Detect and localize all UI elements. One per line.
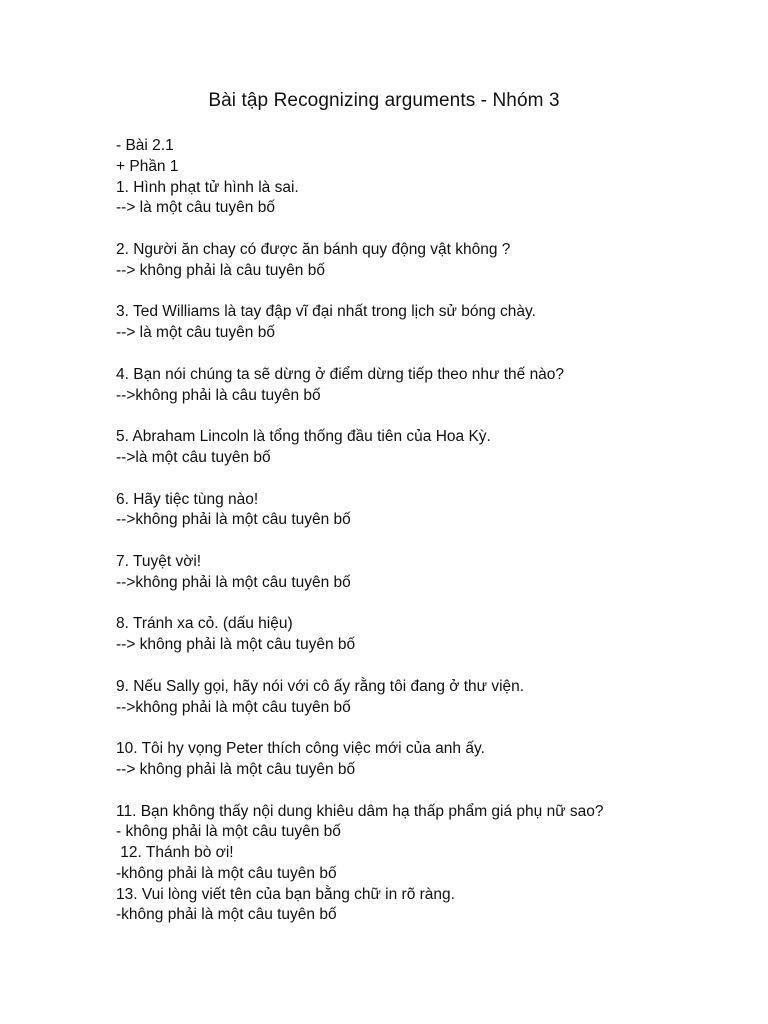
blank-line [116, 406, 736, 427]
question-11: 11. Bạn không thấy nội dung khiêu dâm hạ thấp phẩm giá phụ nữ sao? [116, 802, 604, 820]
answer-1: --> là một câu tuyên bố [116, 199, 275, 217]
blank-line [116, 718, 736, 739]
blank-line [116, 469, 736, 490]
answer-11: - không phải là một câu tuyên bố [116, 823, 341, 841]
question-2: 2. Người ăn chay có được ăn bánh quy động vật không ? [116, 240, 511, 258]
blank-line [116, 594, 736, 615]
question-8: 8. Tránh xa cỏ. (dấu hiệu) [116, 615, 293, 633]
question-12: 12. Thánh bò ơi! [116, 844, 234, 862]
question-6: 6. Hãy tiệc tùng nào! [116, 490, 259, 508]
answer-3: --> là một câu tuyên bố [116, 324, 275, 342]
question-10: 10. Tôi hy vọng Peter thích công việc mới của anh ấy. [116, 740, 485, 758]
question-7: 7. Tuyệt vời! [116, 552, 202, 570]
answer-7: -->không phải là một câu tuyên bố [116, 573, 351, 591]
question-4: 4. Bạn nói chúng ta sẽ dừng ở điểm dừng tiếp theo như thế nào? [116, 365, 565, 383]
answer-9: -->không phải là một câu tuyên bố [116, 698, 351, 716]
question-13: 13. Vui lòng viết tên của bạn bằng chữ in rõ ràng. [116, 885, 455, 903]
blank-line [116, 219, 736, 240]
answer-6: -->không phải là một câu tuyên bố [116, 511, 351, 529]
answer-12: -không phải là một câu tuyên bố [116, 864, 337, 882]
answer-10: --> không phải là một câu tuyên bố [116, 760, 356, 778]
blank-line [116, 344, 736, 365]
answer-13: -không phải là một câu tuyên bố [116, 906, 337, 924]
part-heading: + Phần 1 [116, 157, 179, 175]
question-3: 3. Ted Williams là tay đập vĩ đại nhất trong lịch sử bóng chày. [116, 303, 536, 321]
blank-line [116, 282, 736, 303]
question-9: 9. Nếu Sally gọi, hãy nói với cô ấy rằng tôi đang ở thư viện. [116, 677, 525, 695]
answer-8: --> không phải là một câu tuyên bố [116, 636, 356, 654]
blank-line [116, 656, 736, 677]
blank-line [116, 531, 736, 552]
question-5: 5. Abraham Lincoln là tổng thống đầu tiên của Hoa Kỳ. [116, 428, 491, 446]
answer-5: -->là một câu tuyên bố [116, 448, 271, 466]
answer-2: --> không phải là câu tuyên bố [116, 261, 325, 279]
answer-4: -->không phải là câu tuyên bố [116, 386, 321, 404]
section-heading: - Bài 2.1 [116, 137, 174, 154]
document-title: Bài tập Recognizing arguments - Nhóm 3 [208, 90, 560, 111]
blank-line [116, 781, 736, 802]
document-body [116, 136, 736, 926]
question-1: 1. Hình phạt tử hình là sai. [116, 178, 299, 196]
